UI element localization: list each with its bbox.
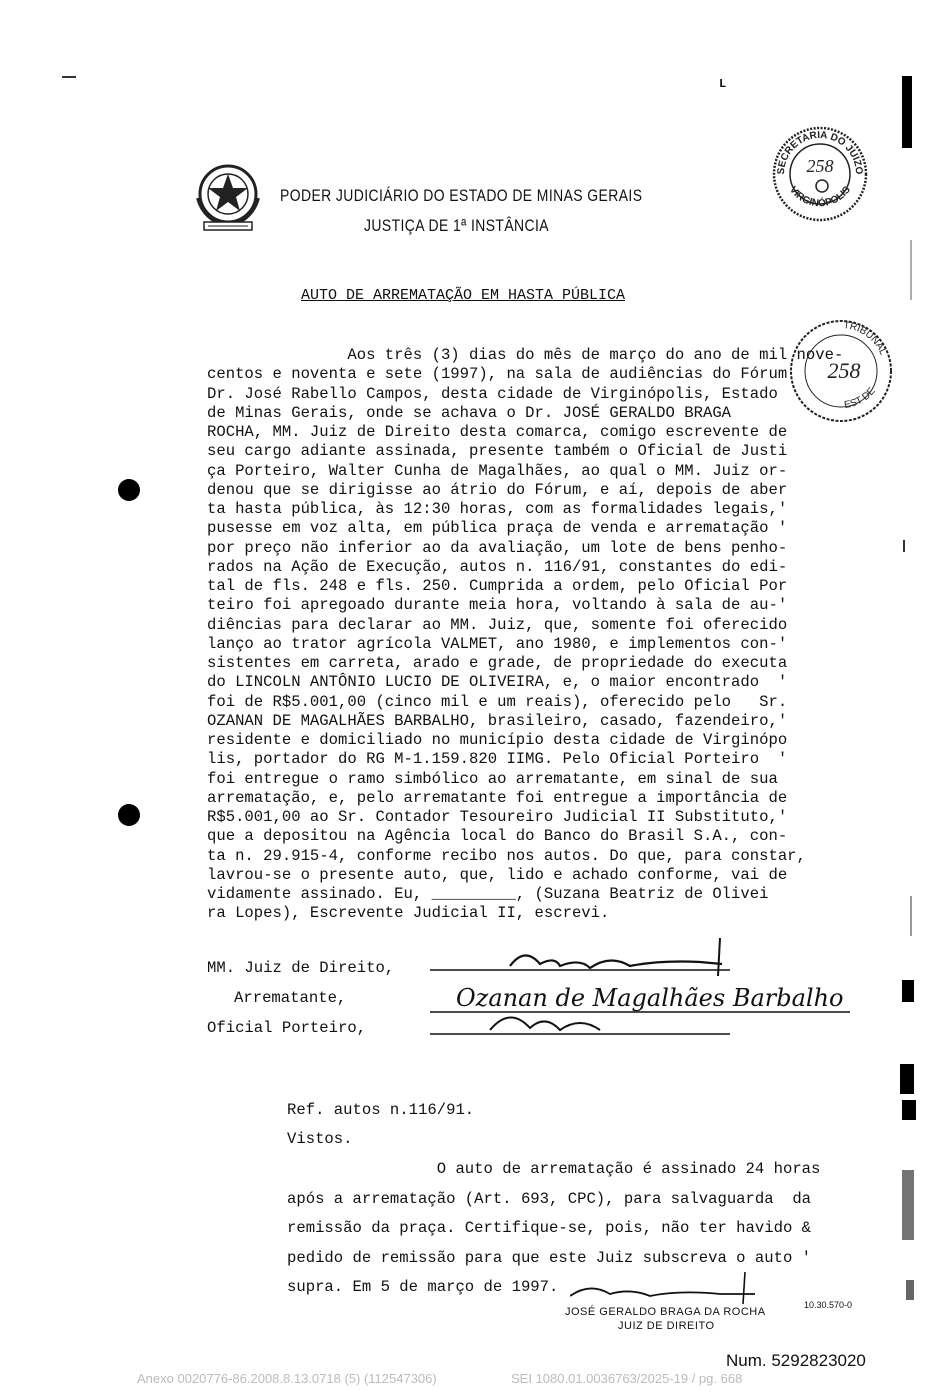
document-number: Num. 5292823020 [726,1351,866,1370]
court-instance: JUSTIÇA DE 1ª INSTÂNCIA [364,216,550,235]
scan-edge-mark [902,1100,916,1120]
body-line: OZANAN DE MAGALHÃES BARBALHO, brasileiro, casado, fazendeiro,' [207,711,788,730]
svg-text:TRIBUNAL [843,320,889,357]
signatures-area [430,936,860,1046]
stamp-mid-ring-text: TRIBUNAL [842,320,889,357]
officer-signature-label: Oficial Porteiro, [207,1019,367,1037]
form-code: 10.30.570-0 [804,1300,853,1310]
body-line: Aos três (3) dias do mês de março do ano de mil nove- [207,346,844,364]
coat-of-arms-icon [190,158,266,234]
body-line: vidamente assinado. Eu, _________, (Suzana Beatriz de Olivei [207,885,769,903]
scan-edge-mark [900,1064,914,1094]
body-line: por preço não inferior ao da avaliação, um lote de bens penho- [207,538,788,557]
scan-edge-mark [902,980,914,1002]
body-line: centos e noventa e sete (1997), na sala de audiências do Fórum [207,365,788,384]
body-line: do LINCOLN ANTÔNIO LUCIO DE OLIVEIRA, e, o maior encontrado ' [207,673,788,692]
scan-edge-mark [902,76,912,148]
tribunal-stamp [786,316,896,426]
body-line: ta n. 29.915-4, conforme recibo nos autos. Do que, para constar, [207,846,806,865]
document-title: AUTO DE ARREMATAÇÃO EM HASTA PÚBLICA [301,287,626,304]
judge-signature-label: MM. Juiz de Direito, [207,959,395,977]
body-line: sistentes em carreta, arado e grade, de propriedade do executa [207,654,788,672]
vistos-line: Vistos. [287,1130,353,1148]
body-line: residente e domiciliado no município desta cidade de Virginópo [207,731,788,749]
body-line: que a depositou na Agência local do Banco do Brasil S.A., con- [207,827,788,846]
scan-speck [910,240,912,300]
svg-text:EST DE [843,385,877,411]
bidder-signature-label: Arrematante, [234,989,347,1007]
sei-reference: SEI 1080.01.0036763/2025-19 / pg. 668 [511,1371,743,1386]
body-line: diências para declarar ao MM. Juiz, que, somente foi oferecido [207,615,788,634]
body-line: rados na Ação de Execução, autos n. 116/91, constantes do edi- [207,557,788,576]
body-line: de Minas Gerais, onde se achava o Dr. JOSÉ GERALDO BRAGA [207,403,732,422]
scan-edge-mark [906,1280,914,1300]
reference-line: Ref. autos n.116/91. [287,1101,475,1119]
svg-text:VIRGINÓPOLIS [787,184,853,209]
stamp-mid-number: 258 [827,358,861,383]
body-line: ta hasta pública, às 12:30 horas, com as formalidades legais,' [207,500,788,518]
secretariat-stamp [770,124,870,224]
decision-line: O auto de arrematação é assinado 24 horas [287,1160,821,1178]
body-line: ra Lopes), Escrevente Judicial II, escrevi. [207,904,610,923]
body-line: denou que se dirigisse ao átrio do Fórum, e aí, depois de aber [207,480,788,499]
punch-hole [118,804,140,826]
scan-speck [910,896,912,936]
body-line: lanço ao trator agrícola VALMET, ano 1980, e implementos con-' [207,634,788,653]
court-title: PODER JUDICIÁRIO DO ESTADO DE MINAS GERAIS [280,186,643,205]
stamp-top-number: 258 [806,156,834,176]
body-line: Dr. José Rabello Campos, desta cidade de Virginópolis, Estado [207,384,778,403]
body-line: foi entregue o ramo simbólico ao arrematante, em sinal de sua [207,769,778,788]
body-line: foi de R$5.001,00 (cinco mil e um reais), oferecido pelo Sr. [207,692,788,711]
stamp-top-bottom-text: VIRGINÓPOLIS [787,184,853,210]
body-line: teiro foi apregoado durante meia hora, voltando à sala de au-' [207,596,788,615]
scan-edge-mark [902,1170,914,1240]
scan-speck [62,76,76,78]
body-line: lavrou-se o presente auto, que, lido e achado conforme, vai de [207,865,788,884]
judge-title: JUIZ DE DIREITO [618,1320,715,1332]
punch-hole [118,479,140,501]
stamp-mid-bottom-text: EST DE [843,385,878,411]
scan-speck [903,540,905,552]
body-line: tal de fls. 248 e fls. 250. Cumprida a ordem, pelo Oficial Por [207,577,788,595]
body-line: seu cargo adiante assinada, presente também o Oficial de Justi [207,442,788,461]
stamp-top-ring-text: SECRETARIA DO JUIZO [775,129,865,175]
body-line: ROCHA, MM. Juiz de Direito desta comarca, comigo escrevente de [207,423,788,441]
body-line: ça Porteiro, Walter Cunha de Magalhães, ao qual o MM. Juiz or- [207,461,788,480]
decision-line: supra. Em 5 de março de 1997. [287,1278,559,1296]
decision-line: remissão da praça. Certifique-se, pois, não ter havido & [287,1219,812,1237]
body-line: arrematação, e, pelo arrematante foi entregue a importância de [207,788,788,807]
page-mark: L [719,77,727,91]
annex-reference: Anexo 0020776-86.2008.8.13.0718 (5) (112547306) [137,1371,437,1386]
decision-line: após a arrematação (Art. 693, CPC), para salvaguarda da [287,1189,812,1208]
decision-line: pedido de remissão para que este Juiz subscreva o auto ' [287,1248,812,1267]
bidder-signature: Ozanan de Magalhães Barbalho [456,984,844,1012]
body-line: lis, portador do RG M-1.159.820 IIMG. Pelo Oficial Porteiro ' [207,750,788,769]
judge-name: JOSÉ GERALDO BRAGA DA ROCHA [565,1306,766,1318]
body-line: R$5.001,00 ao Sr. Contador Tesoureiro Judicial II Substituto,' [207,808,788,826]
body-line: pusesse em voz alta, em pública praça de venda e arrematação ' [207,519,788,538]
judge-decision-signature [570,1272,770,1306]
